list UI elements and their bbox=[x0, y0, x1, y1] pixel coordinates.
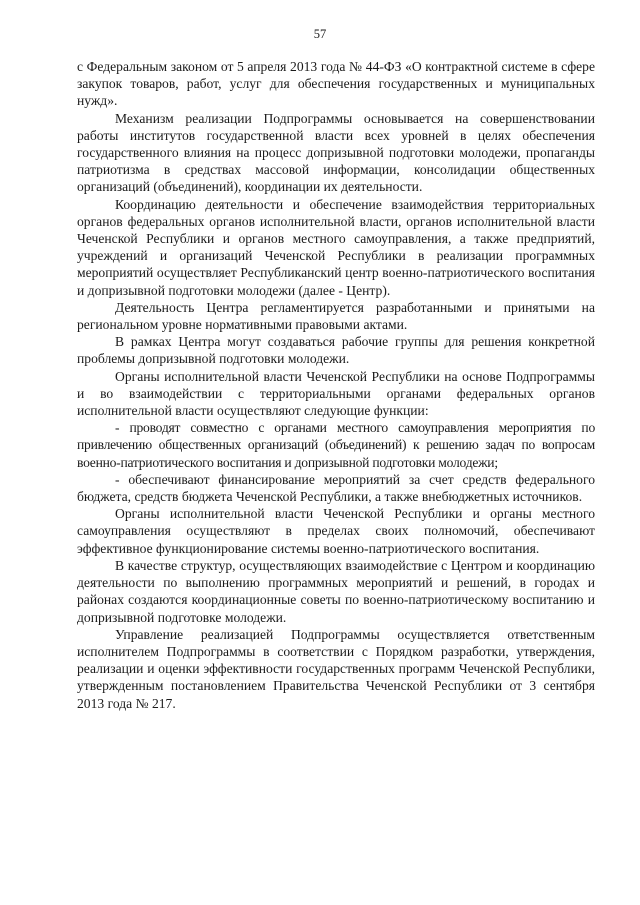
paragraph-coordination-councils: В качестве структур, осуществляющих взаимодействие с Центром и координацию деятельности по выполнению программных мероприятий и решений, в городах и районах создаются координационные советы по военно-патриотическому воспитанию и допризывной подготовке молодежи. bbox=[77, 557, 595, 625]
paragraph-implementation-mechanism: Механизм реализации Подпрограммы основывается на совершенствовании работы институтов государственной власти всех уровней в целях обеспечения государственного влияния на процесс допризывной подготовки молодежи, пропаганды патриотизма в средствах массовой информации, консолидации общественных организаций (объединений), координации их деятельности. bbox=[77, 110, 595, 195]
paragraph-local-government: Органы исполнительной власти Чеченской Республики и органы местного самоуправления осуществляют в пределах своих полномочий, обеспечивают эффективное функционирование системы военно-патриотического воспитания. bbox=[77, 506, 595, 556]
paragraph-working-groups: В рамках Центра могут создаваться рабочие группы для решения конкретной проблемы допризывной подготовки молодежи. bbox=[77, 334, 595, 367]
paragraph-coordination: Координацию деятельности и обеспечение взаимодействия территориальных органов федеральных органов исполнительной власти, органов исполнительной власти Чеченской Республики и органов местного самоуправления, а также предприятий, учреждений и организаций Чеченской Республики в реализации программных мероприятий осуществляет Республиканский центр военно-патриотического воспитания и допризывной подготовки молодежи (далее - Центр). bbox=[77, 196, 595, 298]
document-body bbox=[77, 58, 595, 712]
list-item-financing: - обеспечивают финансирование мероприятий за счет средств федерального бюджета, средств бюджета Чеченской Республики, а также внебюджетных источников. bbox=[77, 471, 595, 505]
page-number: 57 bbox=[313, 27, 327, 41]
paragraph-executive-functions: Органы исполнительной власти Чеченской Республики на основе Подпрограммы и во взаимодействии с территориальными органами федеральных органов исполнительной власти осуществляют следующие функции: bbox=[77, 368, 595, 419]
paragraph-management: Управление реализацией Подпрограммы осуществляется ответственным исполнителем Подпрограммы в соответствии с Порядком разработки, утверждения, реализации и оценки эффективности государственных программ Чеченской Республики, утвержденным постановлением Правительства Чеченской Республики от 3 сентября 2013 года № 217. bbox=[77, 626, 595, 711]
paragraph-center-activity: Деятельность Центра регламентируется разработанными и принятыми на региональном уровне нормативными правовыми актами. bbox=[77, 299, 595, 333]
paragraph-law-reference: с Федеральным законом от 5 апреля 2013 года № 44-ФЗ «О контрактной системе в сфере закупок товаров, работ, услуг для обеспечения государственных и муниципальных нужд». bbox=[77, 59, 595, 109]
list-item-joint-events: - проводят совместно с органами местного самоуправления мероприятия по привлечению общественных организаций (объединений) к решению задач по вопросам военно-патриотического воспитания и допризывной подготовки молодежи; bbox=[77, 420, 595, 470]
